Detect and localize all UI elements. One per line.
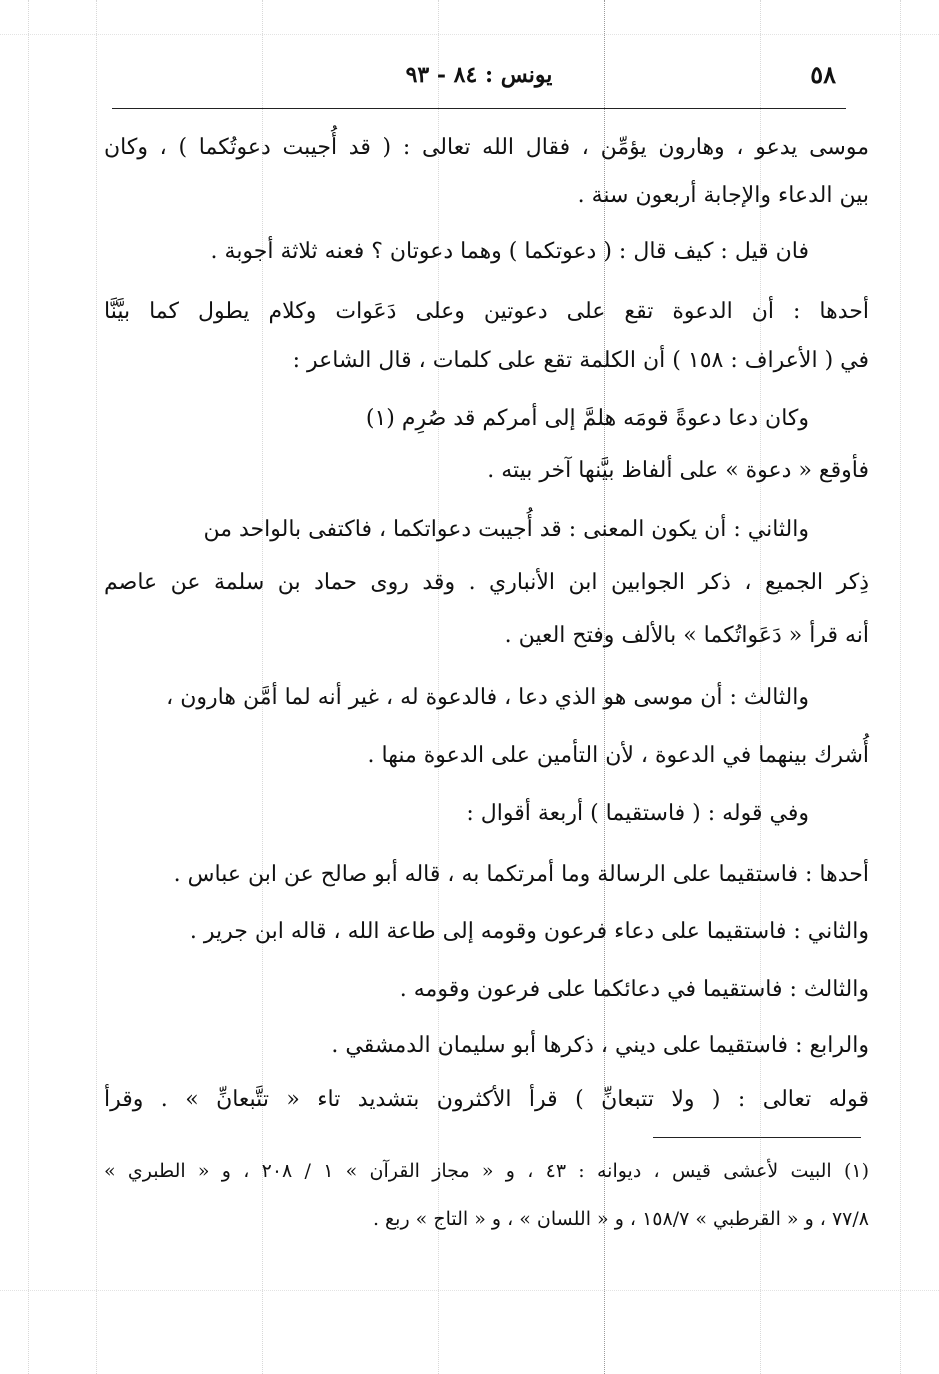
page-header [112, 60, 846, 92]
text-line: في ( الأعراف : ١٥٨ ) أن الكلمة تقع على كلمات ، قال الشاعر : [292, 348, 869, 373]
text-line: أنه قرأ « دَعَواتُكما » بالألف وفتح العين . [504, 623, 869, 648]
footnote-rule [653, 1137, 861, 1138]
text-line: والثاني : أن يكون المعنى : قد أُجيبت دعواتكما ، فاكتفى بالواحد من [203, 517, 809, 542]
text-line: والرابع : فاستقيما على ديني ، ذكرها أبو سليمان الدمشقي . [331, 1033, 869, 1058]
page-number: ٥٨ [810, 60, 836, 89]
header-rule [112, 108, 846, 109]
text-line: أُشرك بينهما في الدعوة ، لأن التأمين على الدعوة منها . [367, 743, 869, 768]
scan-gridline [28, 0, 29, 1374]
text-line: بين الدعاء والإجابة أربعون سنة . [577, 183, 869, 208]
text-line: أحدها : أن الدعوة تقع على دعوتين وعلى دَعَوات وكلام يطول كما بيَّنَّا [104, 299, 869, 324]
text-line: والثالث : فاستقيما في دعائكما على فرعون وقومه . [399, 977, 869, 1002]
scan-gridline [0, 1290, 939, 1291]
text-line: والثاني : فاستقيما على دعاء فرعون وقومه إلى طاعة الله ، قاله ابن جرير . [189, 919, 869, 944]
footnote-line: ٧٧/٨ ، و « القرطبي » ١٥٨/٧ ، و « اللسان » ، و « التاج » ربع . [372, 1208, 869, 1230]
scan-gridline [900, 0, 901, 1374]
footnote-line: (١) البيت لأعشى قيس ، ديوانه : ٤٣ ، و « مجاز القرآن » ١ / ٢٠٨ ، و « الطبري » [104, 1160, 869, 1182]
text-line: موسى يدعو ، وهارون يؤمِّن ، فقال الله تعالى : ( قد أُجيبت دعوتُكما ) ، وكان [104, 135, 869, 160]
text-line: أحدها : فاستقيما على الرسالة وما أمرتكما به ، قاله أبو صالح عن ابن عباس . [173, 862, 869, 887]
running-title: يونس : ٨٤ - ٩٣ [405, 62, 553, 88]
scan-gridline [0, 34, 939, 35]
scan-gridline [96, 0, 97, 1374]
text-line: فأوقع « دعوة » على ألفاظ بيَّنها آخر بيته . [487, 458, 869, 483]
text-line: فان قيل : كيف قال : ( دعوتكما ) وهما دعوتان ؟ فعنه ثلاثة أجوبة . [210, 239, 809, 264]
text-line: ذِكر الجميع ، ذكر الجوابين ابن الأنباري . وقد روى حماد بن سلمة عن عاصم [104, 570, 869, 595]
text-line: قوله تعالى : ( ولا تتبعانِّ ) قرأ الأكثرون بتشديد تاء « تتَّبعانِّ » . وقرأ [104, 1087, 869, 1112]
poem-verse: وكان دعا دعوةً قومَه هلمَّ إلى أمركم قد صُرِم (١) [365, 406, 809, 431]
text-line: وفي قوله : ( فاستقيما ) أربعة أقوال : [466, 801, 809, 826]
text-line: والثالث : أن موسى هو الذي دعا ، فالدعوة له ، غير أنه لما أمَّن هارون ، [166, 685, 809, 710]
